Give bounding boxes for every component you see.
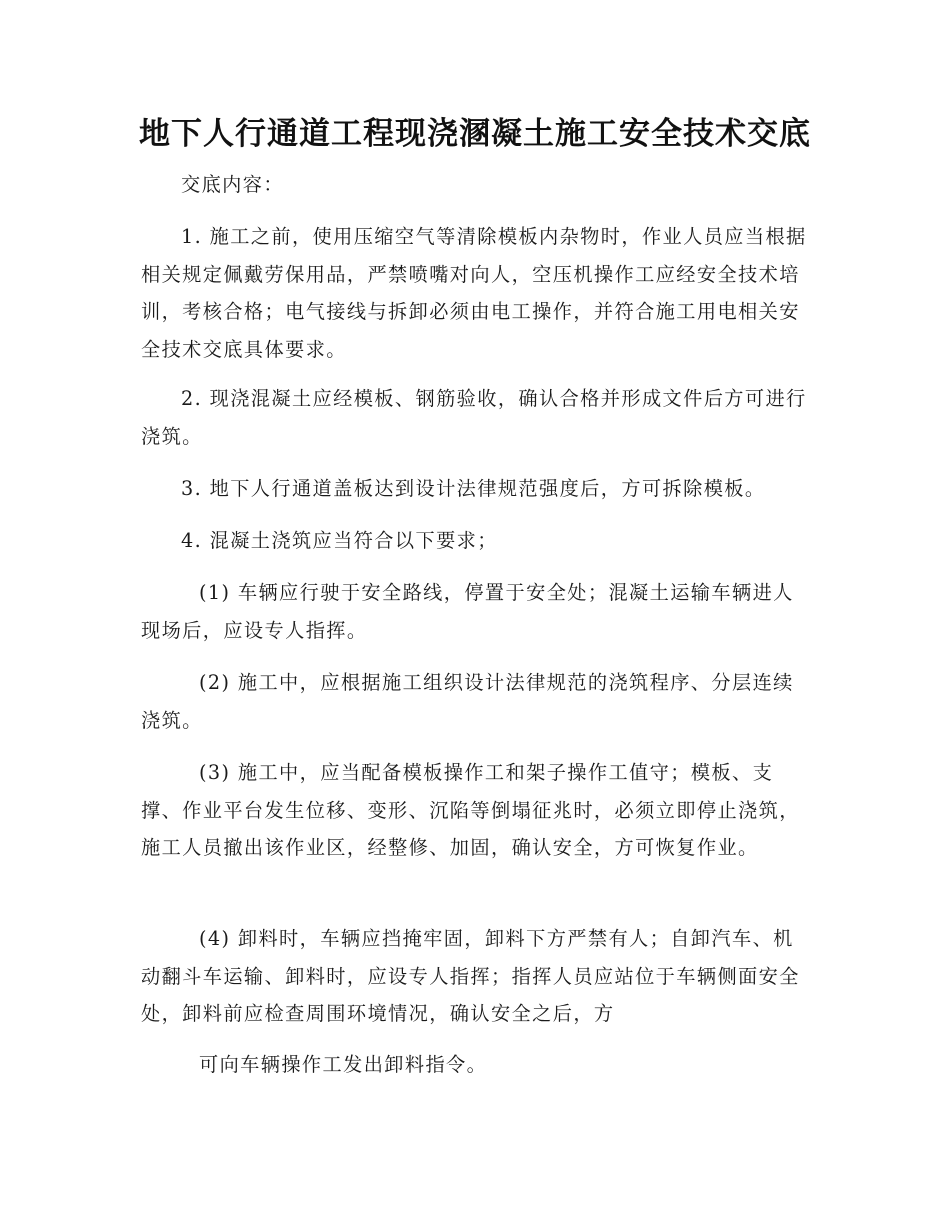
paragraph-sub-4: (4) 卸料时，车辆应挡掩牢固，卸料下方严禁有人；自卸汽车、机动翻斗车运输、卸料时，应设专人指挥；指挥人员应站位于车辆侧面安全处，卸料前应检查周围环境情况，确认安全之后，方 <box>141 927 800 1025</box>
paragraph-item-3: 3. 地下人行通道盖板达到设计法律规范强度后，方可拆除模板。 <box>181 477 766 500</box>
document-title: 地下人行通道工程现浇溷凝土施工安全技术交底 <box>139 116 811 152</box>
paragraph-continuation: 可向车辆操作工发出卸料指令。 <box>199 1053 488 1076</box>
intro-paragraph: 交底内容： <box>181 173 284 196</box>
paragraph-item-4: 4. 混凝土浇筑应当符合以下要求； <box>181 529 498 552</box>
paragraph-item-1: 1. 施工之前，使用压缩空气等清除模板内杂物时，作业人员应当根据相关规定佩戴劳保用品，严禁喷嘴对向人，空压机操作工应经安全技术培训，考核合格；电气接线与拆卸必须由电工操作，并符合施工用电相关安全技术交底具体要求。 <box>141 225 807 361</box>
paragraph-sub-3: (3) 施工中，应当配备模板操作工和架子操作工值守；模板、支撑、作业平台发生位移、变形、沉陷等倒塌征兆时，必须立即停止浇筑，施工人员撤出该作业区，经整修、加固，确认安全，方可恢复作业。 <box>141 761 800 859</box>
paragraph-sub-1: (1) 车辆应行驶于安全路线，停置于安全处；混凝土运输车辆进人现场后，应设专人指挥。 <box>141 581 794 642</box>
paragraph-item-2: 2. 现浇混凝土应经模板、钢筋验收，确认合格并形成文件后方可进行浇筑。 <box>141 387 807 448</box>
paragraph-sub-2: (2) 施工中，应根据施工组织设计法律规范的浇筑程序、分层连续浇筑。 <box>141 671 794 732</box>
